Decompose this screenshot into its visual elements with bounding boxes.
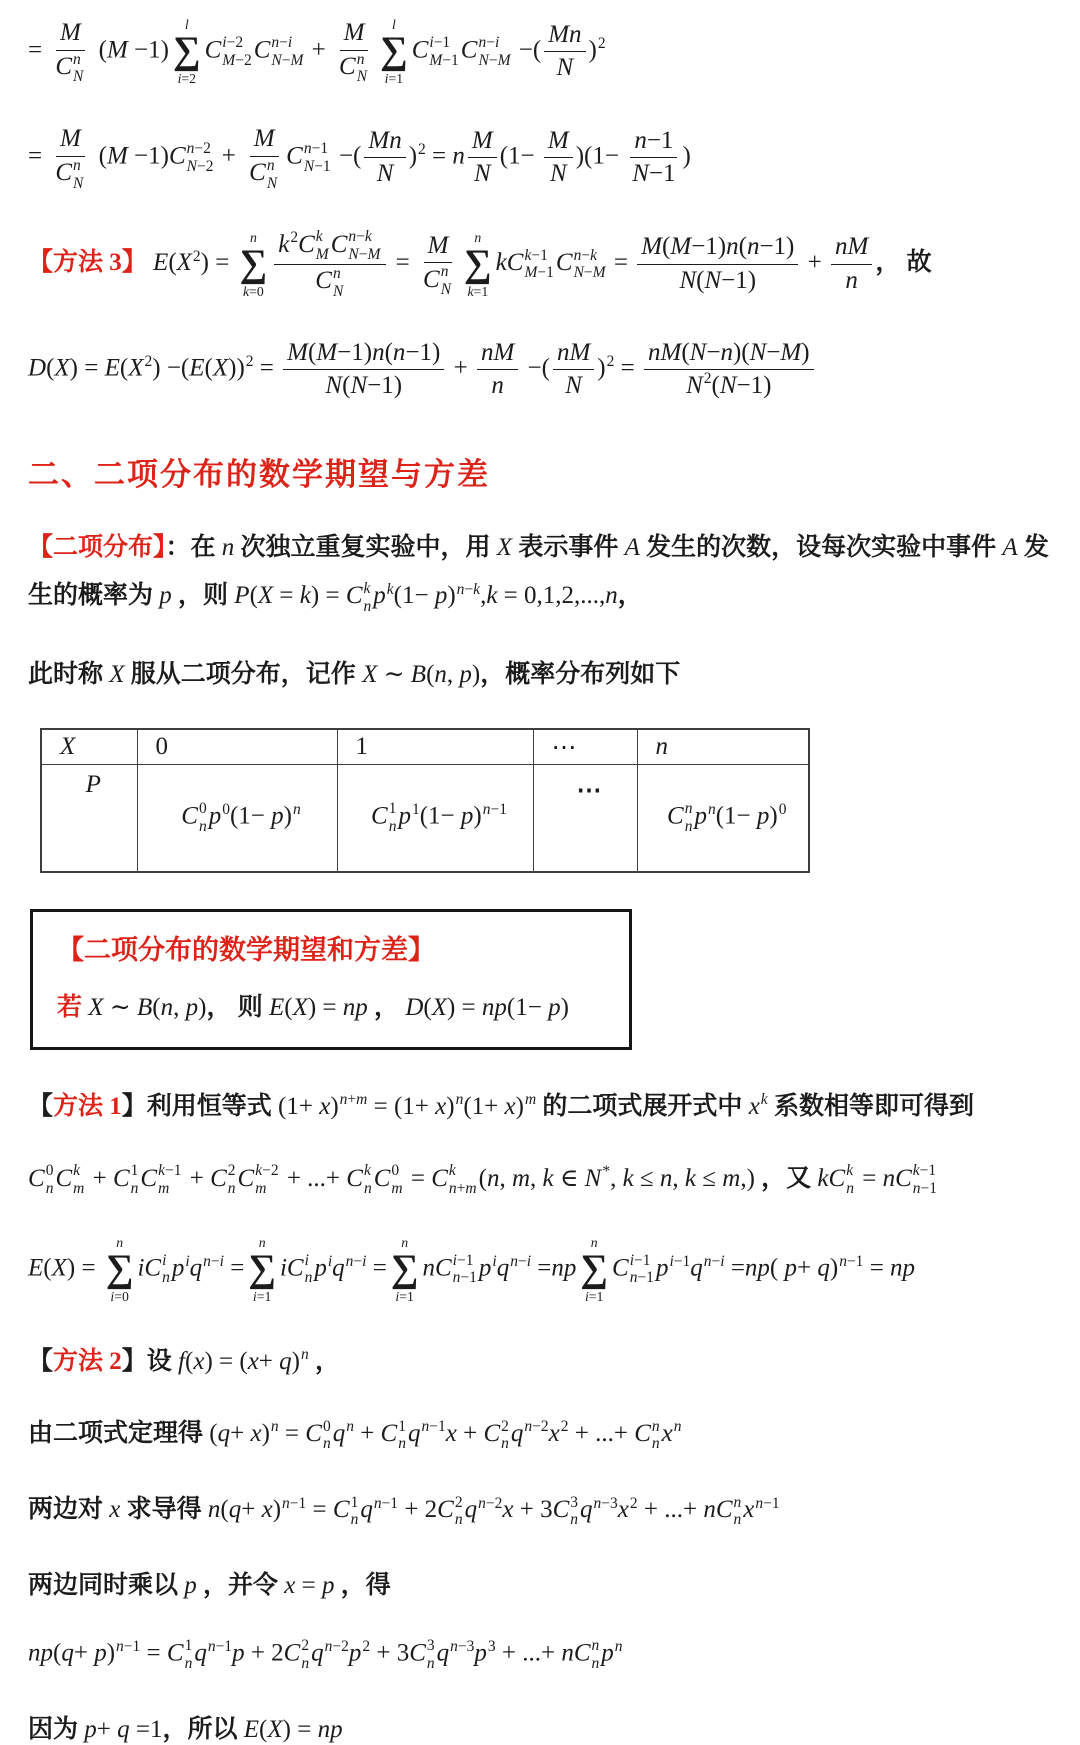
binomial-summary-box (30, 909, 632, 1050)
table-cell: 0 (137, 729, 337, 765)
formula-ex-sum: E(X) = n ∑ i=0 iC i n $p^iq^{n-i}$ = n ∑ i=1 iC i n $p^iq^{n-i}$ = n ∑ i=1 nC i−1 n−1 $p^iq^{n-i} =np$ n ∑ i=1 C i−1 n−1 $p^{i-1}q^{n-i} =np$( p+ q)$^{n-1}$ = np (28, 1234, 916, 1304)
summary-box-title: 【二项分布的数学期望和方差】 (57, 934, 435, 965)
para-distribution-intro: 此时称 X 服从二项分布，记作 X ∼ B(n, p)，概率分布列如下 (28, 661, 681, 689)
table-row-label: X (41, 729, 137, 765)
formula-hypergeometric-expansion-1: = M C n N (M −1) l ∑ i=2 C i−2 M−2 C n−i N−M + M C n N l ∑ i=1 C i−1 M−1 C n−i N−M −( $\frac{Mn}{N}$ )$^2$ (28, 17, 606, 86)
summary-box-formula: 若 X ∼ B(n, p)， 则 E(X) = np ， D(X) = np(1− p) (57, 993, 569, 1021)
formula-binomial-theorem: 由二项式定理得 $(q+ x)^n = C$ 0 n $q^n + C$ 1 n $q^{n-1}x + C$ 2 n $q^{n-2}x^2$ + ...+ C n n $x^n$ (28, 1417, 682, 1453)
formula-method3-ex2: 【方法 3】 $E(X^2)$ = n ∑ k=0 $k^2C$ k M C n−k N−M C n N = M C n N n ∑ k=1 kC k−1 M−1 C n−k N−M = $\frac{M(M-1)n(n-1)}{N(N-1)}$ + $\frac{nM}{n}$ ， 故 (28, 228, 932, 300)
table-cell: C n n $p^n(1- p)^0$ (637, 764, 809, 872)
para-multiply-p: 两边同时乘以 p ，并令 x = p ，得 (28, 1572, 391, 1600)
formula-hypergeometric-expansion-2: = M C n N (M −1)C n−2 N−2 + M C n N C n−1 N−1 −( $\frac{Mn}{N}$ )$^2$ = n $\frac{M}{N}$ (1− $\frac{M}{N}$ )(1− $\frac{n-1}{N-1}$ ) (28, 125, 691, 192)
table-cell: C 0 n $p^0(1- p)^n$ (137, 764, 337, 872)
formula-derivative: 两边对 x 求导得 $n(q+ x)^{n-1} = C$ 1 n $q^{n-1} + 2C$ 2 n $q^{n-2}x + 3C$ 3 n $q^{n-3}x^2$ + ...+ nC n n $x^{n-1}$ (28, 1493, 780, 1529)
table-cell: C 1 n $p^1(1- p)^{n-1}$ (337, 764, 533, 872)
para-method2: 【方法 2】设 $f(x) = (x+ q)^n$ ， (28, 1346, 340, 1376)
table-cell: 1 (337, 729, 533, 765)
table-cell: ⋯ (533, 764, 637, 872)
para-method1: 【方法 1】利用恒等式 $(1+ x)^{n+m} = (1+ x)^n(1+ x)^m$ 的二项式展开式中 $x^k$ 系数相等即可得到 (28, 1091, 974, 1120)
table-cell: ⋯ (533, 729, 637, 765)
formula-vandermonde-identity: C 0 n C k m + C 1 n C k−1 m + C 2 n C k−2 m + ...+ C k n C 0 m = C k n+m (n, m, k ∈ N*, k ≤ n, k ≤ m,) ，又 kC k n = nC k−1 n−1 (28, 1162, 937, 1198)
para-conclusion: 因为 p+ q =1，所以 E(X) = np (28, 1715, 343, 1743)
para-binomial-definition: 【二项分布】：在 n 次独立重复实验中，用 X 表示事件 A 发生的次数，设每次实验中事件 A 发生的概率为 p ，则 P(X = k) = C k n $p^k(1- p)^{n-k},k = 0,1,2,...,n$， (28, 533, 1049, 615)
section-heading-binomial: 二、二项分布的数学期望与方差 (28, 456, 490, 492)
formula-np-expansion: $np(q+ p)^{n-1} = C$ 1 n $q^{n-1}p + 2C$ 2 n $q^{n-2}p^2 + 3C$ 3 n $q^{n-3}p^3$ + ...+ nC n n $p^n$ (28, 1637, 623, 1673)
table-row-label: P (41, 764, 137, 872)
binomial-distribution-table (40, 728, 810, 873)
formula-dx-hypergeometric: $D(X) = E(X^2) -(E(X))^2$ = $\frac{M(M-1)n(n-1)}{N(N-1)}$ + $\frac{nM}{n}$ −( $\frac{nM}{N}$ )$^2$ = $\frac{nM(N-n)(N-M)}{N^2(N-1)}$ (28, 337, 1060, 403)
table-cell: n (637, 729, 809, 765)
